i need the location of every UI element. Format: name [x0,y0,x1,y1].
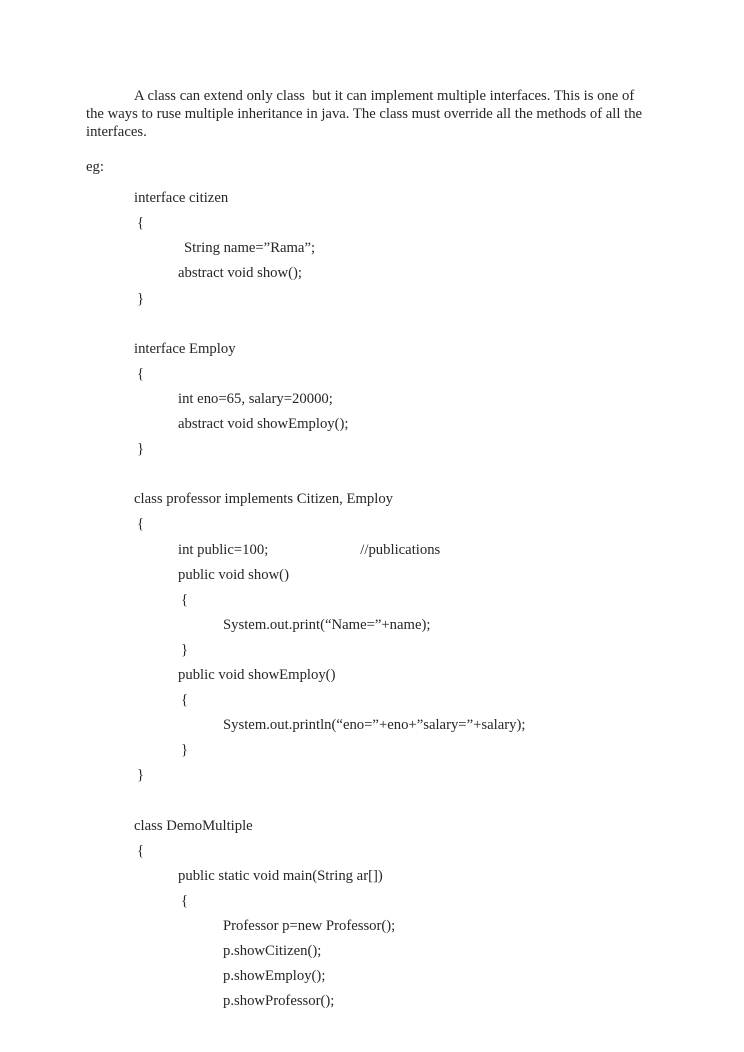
code-text: } [181,641,189,658]
code-line [86,588,648,613]
code-text: Professor p=new Professor(); [223,917,396,934]
code-comment: //publications [360,541,441,558]
code-line [86,638,648,663]
code-line [86,889,648,914]
code-line [86,362,648,387]
code-text: System.out.print(“Name=”+name); [223,616,431,633]
code-block-interface-citizen [86,186,648,311]
code-text: interface Employ [134,340,236,357]
code-text: { [181,692,189,709]
code-text: System.out.println(“eno=”+eno+”salary=”+salary); [223,717,526,734]
code-text: { [137,215,145,232]
example-label: eg: [86,159,104,176]
code-line [86,763,648,788]
code-line [86,964,648,989]
code-text: interface citizen [134,190,229,207]
code-line [86,412,648,437]
code-text: } [181,742,189,759]
code-text: p.showCitizen(); [223,943,322,959]
code-line [86,864,648,889]
code-text: { [181,892,189,909]
code-line [86,337,648,362]
code-line [86,914,648,939]
code-block-class-professor [86,487,648,788]
code-line [86,563,648,588]
code-text: } [137,767,145,784]
code-line [86,487,648,512]
code-line [86,663,648,688]
code-line [86,211,648,236]
code-text: abstract void showEmploy(); [178,416,349,433]
code-line [86,261,648,286]
code-text: public void showEmploy() [178,666,336,683]
code-text: p.showProfessor(); [223,993,335,1010]
code-line [86,839,648,864]
code-text: abstract void show(); [178,265,302,282]
code-text: int eno=65, salary=20000; [178,390,333,407]
code-text: { [181,591,189,608]
code-text: } [137,290,145,307]
code-block-gap [86,788,648,813]
code-block-interface-employ [86,337,648,462]
code-text: int public=100; [178,541,269,558]
code-line [86,512,648,537]
code-line [86,287,648,312]
code-text: class DemoMultiple [134,817,253,834]
code-line [86,613,648,638]
code-line [86,814,648,839]
code-line [86,538,648,563]
intro-paragraph: A class can extend only class but it can implement multiple interfaces. This is one of the ways to ruse multiple inheritance in java. The class must override all the methods of all the interfaces. [86,88,646,140]
code-line [86,387,648,412]
code-line [86,738,648,763]
code-line [86,713,648,738]
code-text: public static void main(String ar[]) [178,867,383,884]
code-block-gap [86,312,648,337]
code-text: { [137,842,145,859]
code-text: String name=”Rama”; [184,240,316,257]
code-block-class-demomultiple [86,814,648,1015]
code-line [86,437,648,462]
code-text: class professor implements Citizen, Employ [134,491,394,508]
code-text: public void show() [178,566,289,583]
code-line [86,688,648,713]
code-text: p.showEmploy(); [223,968,326,985]
code-text: { [137,365,145,382]
code-line [86,186,648,211]
code-text: { [137,516,145,533]
page-content [86,88,648,1014]
code-line [86,939,648,964]
code-line [86,989,648,1014]
code-text: } [137,441,145,458]
code-block-gap [86,462,648,487]
code-listing [86,186,648,1014]
code-line [86,236,648,261]
